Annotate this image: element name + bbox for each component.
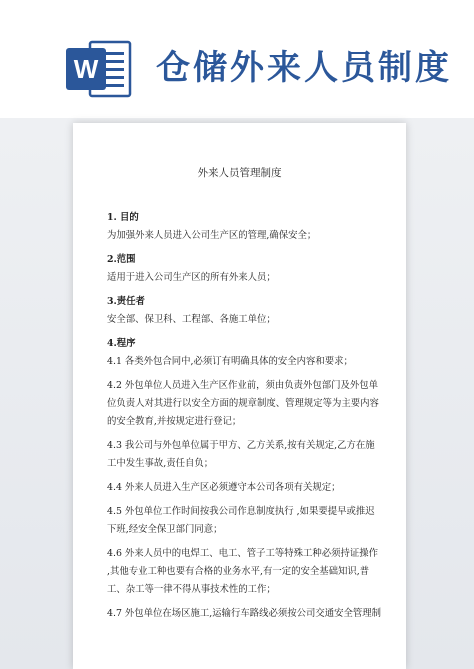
banner — [0, 0, 474, 118]
section-heading: 1. 目的 — [107, 212, 139, 223]
section-text: 适用于进入公司生产区的所有外来人员； — [107, 272, 276, 283]
section-heading: 3.责任者 — [107, 296, 145, 307]
section-heading: 4.程序 — [107, 338, 136, 349]
word-logo-letter: W — [73, 54, 99, 84]
banner-title: 仓储外来人员制度 — [156, 48, 452, 88]
document-title: 外来人员管理制度 — [197, 167, 282, 179]
document-body — [107, 209, 383, 629]
section-text: 安全部、保卫科、工程部、各施工单位； — [107, 314, 276, 325]
clause-4-2: 4.2 外包单位人员进入生产区作业前，须由负责外包部门及外包单位负责人对其进行以安全方面的规章制度、管理规定等为主要内容的安全教育,并按规定进行登记； — [107, 380, 379, 427]
word-document-icon — [66, 38, 132, 100]
clause-4-6: 4.6 外来人员中的电焊工、电工、管子工等特殊工种必须持证操作 ,其他专业工种也要有合格的业务水平,有一定的安全基础知识,普工、杂工等一律不得从事技术性的工作； — [107, 548, 379, 595]
clause-4-5: 4.5 外包单位工作时间按我公司作息制度执行 ,如果要提早或推迟下班,经安全保卫部门同意； — [107, 506, 375, 535]
section-text: 为加强外来人员进入公司生产区的管理,确保安全； — [107, 230, 317, 241]
clause-4-7: 4.7 外包单位在场区施工,运输行车路线必须按公司交通安全管理制 — [107, 608, 381, 619]
clause-4-3: 4.3 我公司与外包单位属于甲方、乙方关系,按有关规定,乙方在施工中发生事故,责任自负； — [107, 440, 375, 469]
clause-4-1: 4.1 各类外包合同中,必须订有明确具体的安全内容和要求； — [107, 356, 353, 367]
section-heading: 2.范围 — [107, 254, 136, 265]
clause-4-4: 4.4 外来人员进入生产区必须遵守本公司各项有关规定； — [107, 482, 341, 493]
document-page — [73, 123, 406, 669]
